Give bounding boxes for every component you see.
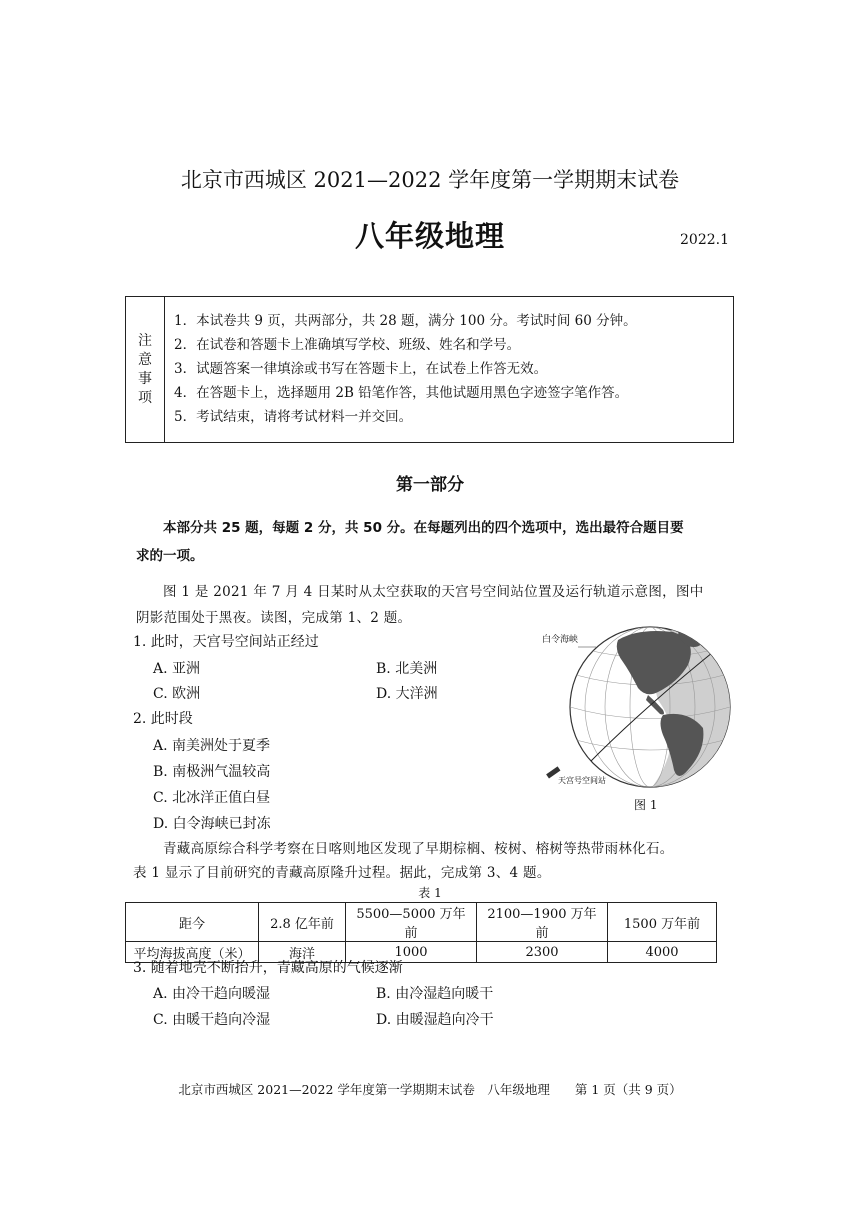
q2-option-a: A. 南美洲处于夏季 bbox=[153, 738, 271, 754]
notice-label-char: 注 bbox=[138, 332, 152, 349]
notice-list bbox=[174, 309, 637, 429]
q3-option-b: B. 由冷湿趋向暖干 bbox=[376, 986, 494, 1002]
notice-item: 5．考试结束，请将考试材料一并交回。 bbox=[174, 409, 413, 425]
table-header-row bbox=[126, 903, 717, 942]
notice-label-char: 事 bbox=[138, 370, 152, 387]
q2-option-c: C. 北冰洋正值白昼 bbox=[153, 790, 271, 806]
notice-item: 1．本试卷共 9 页，共两部分，共 28 题，满分 100 分。考试时间 60 分钟。 bbox=[174, 313, 637, 329]
passage1-line1: 图 1 是 2021 年 7 月 4 日某时从太空获取的天宫号空间站位置及运行轨道示意图，图中 bbox=[163, 584, 704, 600]
figure-caption: 图 1 bbox=[634, 798, 658, 812]
table-header-cell: 2100—1900 万年前 bbox=[477, 903, 608, 942]
passage2-line2: 表 1 显示了目前研究的青藏高原隆升过程。据此，完成第 3、4 题。 bbox=[133, 865, 551, 881]
subject-title: 八年级地理 bbox=[354, 219, 505, 253]
notice-item: 4．在答题卡上，选择题用 2B 铅笔作答，其他试题用黑色字迹签字笔作答。 bbox=[174, 385, 629, 401]
q1-option-b: B. 北美洲 bbox=[376, 661, 438, 677]
q2-option-b: B. 南极洲气温较高 bbox=[153, 764, 271, 780]
table-cell: 1000 bbox=[346, 942, 477, 963]
q3-option-a: A. 由冷干趋向暖湿 bbox=[153, 986, 271, 1002]
q3-option-c: C. 由暖干趋向冷湿 bbox=[153, 1012, 271, 1028]
q1-option-a: A. 亚洲 bbox=[153, 661, 201, 677]
part-title: 第一部分 bbox=[396, 475, 464, 495]
q1-stem: 1. 此时，天宫号空间站正经过 bbox=[133, 634, 319, 650]
notice-label bbox=[126, 297, 165, 442]
notice-item: 2．在试卷和答题卡上准确填写学校、班级、姓名和学号。 bbox=[174, 337, 521, 353]
table-header-cell: 2.8 亿年前 bbox=[259, 903, 346, 942]
part-intro-line2: 求的一项。 bbox=[136, 548, 204, 564]
label-bering-strait: 白令海峡 bbox=[542, 635, 579, 645]
table-cell: 4000 bbox=[608, 942, 717, 963]
q3-stem: 3. 随着地壳不断抬升，青藏高原的气候逐渐 bbox=[133, 960, 403, 976]
q2-stem: 2. 此时段 bbox=[133, 711, 193, 727]
table-cell: 2300 bbox=[477, 942, 608, 963]
passage2-line1: 青藏高原综合科学考察在日喀则地区发现了早期棕榈、桉树、榕树等热带雨林化石。 bbox=[163, 841, 674, 857]
table-header-cell: 1500 万年前 bbox=[608, 903, 717, 942]
exam-title: 北京市西城区 2021—2022 学年度第一学期期末试卷 bbox=[180, 168, 680, 192]
notice-item: 3．试题答案一律填涂或书写在答题卡上，在试卷上作答无效。 bbox=[174, 361, 548, 377]
page-footer: 北京市西城区 2021—2022 学年度第一学期期末试卷 八年级地理 第 1 页（共 9 页） bbox=[178, 1082, 682, 1097]
notice-box bbox=[125, 296, 734, 443]
table-header-cell: 5500—5000 万年前 bbox=[346, 903, 477, 942]
q2-option-d: D. 白令海峡已封冻 bbox=[153, 816, 271, 832]
passage1-line2: 阴影范围处于黑夜。读图，完成第 1、2 题。 bbox=[136, 610, 412, 626]
notice-label-char: 项 bbox=[138, 389, 152, 406]
table-caption: 表 1 bbox=[418, 886, 442, 900]
q1-option-c: C. 欧洲 bbox=[153, 686, 201, 702]
q3-option-d: D. 由暖湿趋向冷干 bbox=[376, 1012, 494, 1028]
figure-1 bbox=[538, 610, 738, 810]
label-space-station: 天宫号空间站 bbox=[558, 776, 606, 785]
table-header-cell: 距今 bbox=[126, 903, 259, 942]
q1-option-d: D. 大洋洲 bbox=[376, 686, 438, 702]
table-cell: 海洋 bbox=[259, 942, 346, 963]
part-intro-line1: 本部分共 25 题，每题 2 分，共 50 分。在每题列出的四个选项中，选出最符合题目要 bbox=[163, 520, 684, 536]
notice-label-char: 意 bbox=[138, 351, 152, 368]
uplift-table bbox=[125, 902, 717, 963]
table-cell: 平均海拔高度（米） bbox=[126, 942, 259, 963]
exam-date: 2022.1 bbox=[680, 232, 729, 248]
